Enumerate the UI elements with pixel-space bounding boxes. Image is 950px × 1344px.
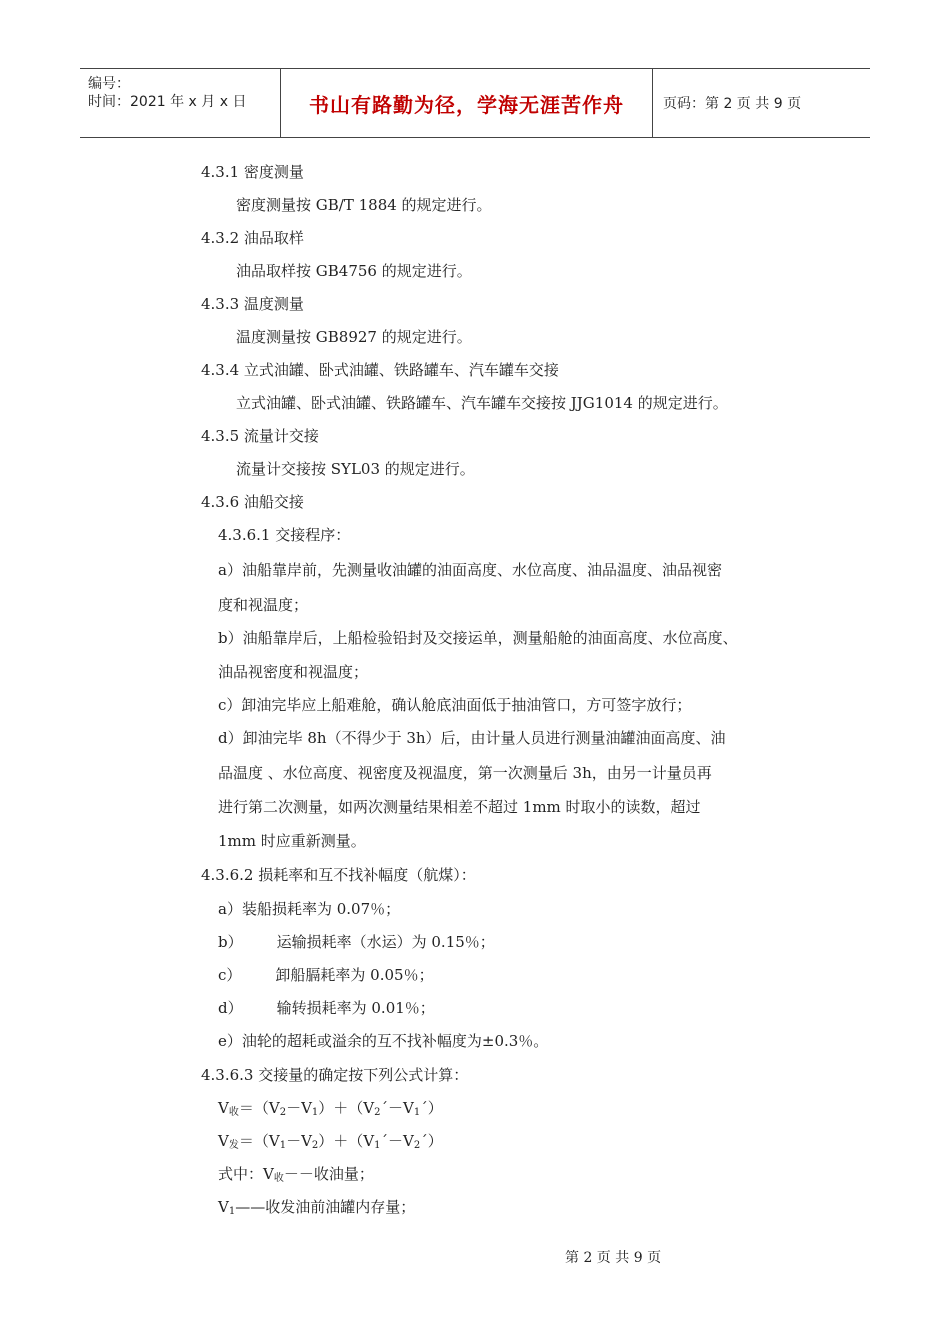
subsection-heading-4-3-6-1: 4.3.6.1 交接程序：: [218, 526, 351, 544]
header-motto: 书山有路勤为径，学海无涯苦作舟: [281, 69, 653, 137]
list-item-d-cont: 1mm 时应重新测量。: [218, 832, 366, 850]
paragraph: 温度测量按 GB8927 的规定进行。: [236, 328, 472, 346]
header-meta: [80, 69, 281, 137]
section-heading-4-3-3: 4.3.3 温度测量: [201, 295, 304, 313]
loss-item-c: c） 卸船膈耗率为 0.05％；: [218, 966, 434, 984]
formula-where: 式中：$V_收--$收油量；: [218, 1165, 374, 1184]
section-heading-4-3-2: 4.3.2 油品取样: [201, 229, 304, 247]
list-item-d-cont: 进行第二次测量，如两次测量结果相差不超过 1mm 时取小的读数，超过: [218, 798, 701, 816]
list-item-b-cont: 油品视密度和视温度；: [218, 663, 369, 681]
formula-send: $V_发=(V_1-V_2)+(V_1´-V_2´)$: [218, 1132, 443, 1151]
section-heading-4-3-1: 4.3.1 密度测量: [201, 163, 304, 181]
loss-item-e: e）油轮的超耗或溢余的互不找补幅度为±0.3％。: [218, 1032, 549, 1050]
subsection-heading-4-3-6-3: 4.3.6.3 交接量的确定按下列公式计算：: [201, 1066, 469, 1084]
paragraph: 流量计交接按 SYL03 的规定进行。: [236, 460, 475, 478]
loss-item-b: b） 运输损耗率（水运）为 0.15％；: [218, 933, 495, 951]
formula-receive: $V_收=(V_2-V_1)+(V_2´-V_1´)$: [218, 1099, 443, 1118]
list-item-a-cont: 度和视温度；: [218, 596, 309, 614]
footer-page-number: 第 2 页 共 9 页: [565, 1250, 662, 1266]
number-label: 编号：: [88, 76, 130, 92]
time-label: 时间：2021 年 x 月 x 日: [88, 94, 247, 110]
paragraph: 立式油罐、卧式油罐、铁路罐车、汽车罐车交接按 JJG1014 的规定进行。: [236, 394, 728, 412]
section-heading-4-3-5: 4.3.5 流量计交接: [201, 427, 319, 445]
header-page-label: 页码：第 2 页 共 9 页: [663, 96, 802, 112]
list-item-d: d）卸油完毕 8h（不得少于 3h）后，由计量人员进行测量油罐油面高度、油: [218, 729, 726, 747]
list-item-d-cont: 品温度 、水位高度、视密度及视温度，第一次测量后 3h，由另一计量员再: [218, 764, 712, 782]
loss-item-a: a）装船损耗率为 0.07％；: [218, 900, 401, 918]
list-item-c: c）卸油完毕应上船难舱，确认舱底油面低于抽油管口，方可签字放行；: [218, 696, 692, 714]
section-heading-4-3-6: 4.3.6 油船交接: [201, 493, 304, 511]
paragraph: 油品取样按 GB4756 的规定进行。: [236, 262, 472, 280]
list-item-a: a）油船靠岸前，先测量收油罐的油面高度、水位高度、油品温度、油品视密: [218, 561, 722, 579]
loss-item-d: d） 输转损耗率为 0.01％；: [218, 999, 435, 1017]
list-item-b: b）油船靠岸后，上船检验铅封及交接运单，测量船舱的油面高度、水位高度、: [218, 629, 738, 647]
subsection-heading-4-3-6-2: 4.3.6.2 损耗率和互不找补幅度（航煤）：: [201, 866, 476, 884]
paragraph: 密度测量按 GB/T 1884 的规定进行。: [236, 196, 492, 214]
page-header: [80, 68, 870, 138]
section-heading-4-3-4: 4.3.4 立式油罐、卧式油罐、铁路罐车、汽车罐车交接: [201, 361, 559, 379]
formula-def-v1: $V_1——$收发油前油罐内存量；: [218, 1198, 416, 1217]
